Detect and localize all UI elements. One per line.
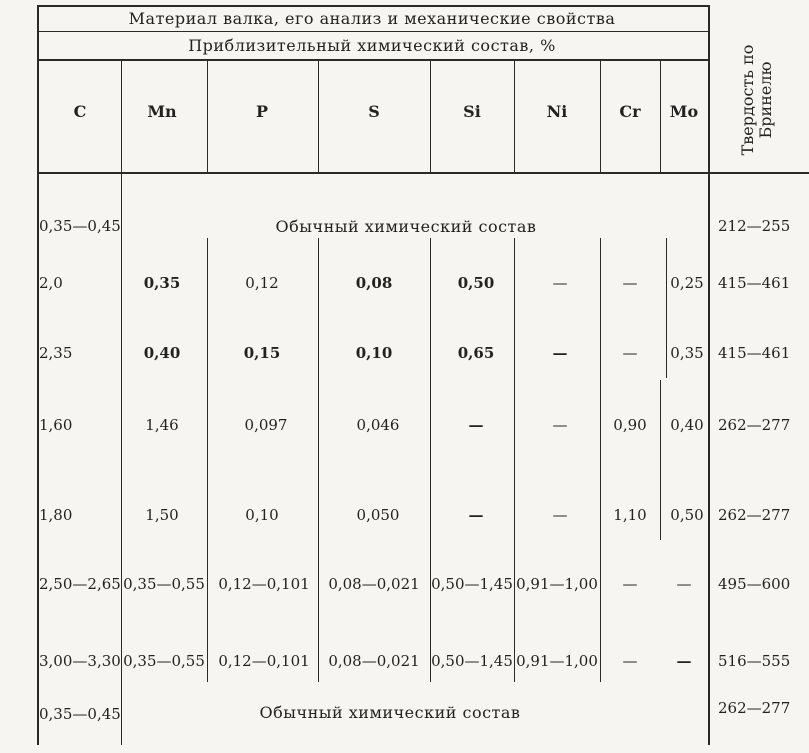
cell-c: 0,35—0,45	[39, 217, 121, 235]
col-divider-mn	[207, 61, 208, 172]
cell-s: 0,08—0,021	[328, 575, 420, 593]
hardness-header	[739, 45, 775, 156]
cell-p: 0,12—0,101	[218, 652, 310, 670]
body-divider-cr	[660, 380, 661, 540]
cell-s: 0,08—0,021	[328, 652, 420, 670]
cell-cr: —	[622, 575, 638, 593]
subtitle-rule	[37, 59, 709, 61]
top-rule	[37, 5, 709, 7]
col-divider-cr	[660, 61, 661, 172]
cell-hardness: 262—277	[718, 416, 791, 434]
cell-c: 3,00—3,30	[39, 652, 121, 670]
body-divider-mo-left	[666, 238, 667, 378]
cell-c: 2,0	[39, 274, 63, 292]
cell-ni: 0,91—1,00	[516, 652, 598, 670]
cell-s: 0,08	[355, 274, 393, 292]
cell-hardness: 495—600	[718, 575, 791, 593]
cell-s: 0,046	[356, 416, 400, 434]
body-divider-s	[430, 238, 431, 682]
left-border	[37, 5, 39, 745]
cell-mo: 0,35	[670, 344, 704, 362]
merged-cell: Обычный химический состав	[259, 703, 521, 722]
cell-cr: —	[622, 344, 638, 362]
cell-c: 1,80	[39, 506, 73, 524]
cell-si: 0,50	[457, 274, 495, 292]
cell-mo: 0,40	[670, 416, 704, 434]
cell-s: 0,050	[356, 506, 400, 524]
cell-cr: —	[622, 274, 638, 292]
cell-s: 0,10	[355, 344, 393, 362]
hardness-header-line2: Бринелю	[756, 61, 775, 139]
col-divider-s	[430, 61, 431, 172]
hardness-header-line1: Твердость по	[738, 44, 757, 156]
cell-si: 0,50—1,45	[431, 575, 513, 593]
cell-c: 0,35—0,45	[39, 705, 121, 723]
col-header-cr: Cr	[619, 102, 641, 121]
col-header-si: Si	[463, 102, 481, 121]
cell-p: 0,10	[245, 506, 279, 524]
col-header-mo: Mo	[669, 102, 699, 121]
cell-mo: 0,25	[670, 274, 704, 292]
body-divider-p	[318, 238, 319, 682]
col-divider-si	[514, 61, 515, 172]
title-rule	[37, 31, 709, 32]
body-divider-c	[121, 174, 122, 745]
body-divider-si	[514, 238, 515, 682]
cell-cr: —	[622, 652, 638, 670]
cell-mo: —	[676, 575, 692, 593]
table-title: Материал валка, его анализ и механические свойства	[128, 9, 616, 28]
cell-mn: 0,35—0,55	[123, 575, 205, 593]
col-header-mn: Mn	[147, 102, 177, 121]
cell-si: 0,65	[457, 344, 495, 362]
col-header-ni: Ni	[546, 102, 568, 121]
hardness-border	[708, 5, 710, 745]
cell-hardness: 262—277	[718, 506, 791, 524]
cell-hardness: 415—461	[718, 274, 791, 292]
cell-c: 2,50—2,65	[39, 575, 121, 593]
cell-cr: 0,90	[613, 416, 647, 434]
cell-mo: 0,50	[670, 506, 704, 524]
cell-si: —	[468, 416, 484, 434]
col-divider-ni	[600, 61, 601, 172]
cell-ni: —	[552, 344, 568, 362]
cell-hardness: 516—555	[718, 652, 791, 670]
cell-si: —	[468, 506, 484, 524]
cell-c: 1,60	[39, 416, 73, 434]
cell-ni: —	[552, 416, 568, 434]
cell-mn: 0,35	[143, 274, 181, 292]
cell-ni: —	[552, 274, 568, 292]
cell-p: 0,12—0,101	[218, 575, 310, 593]
cell-si: 0,50—1,45	[431, 652, 513, 670]
cell-hardness: 262—277	[718, 699, 791, 717]
col-header-s: S	[368, 102, 380, 121]
body-divider-ni	[600, 238, 601, 682]
cell-p: 0,097	[244, 416, 288, 434]
col-divider-c	[121, 61, 122, 172]
cell-mn: 1,50	[145, 506, 179, 524]
cell-p: 0,12	[245, 274, 279, 292]
cell-hardness: 212—255	[718, 217, 791, 235]
cell-mn: 0,40	[143, 344, 181, 362]
body-divider-mn	[207, 238, 208, 682]
cell-mn: 1,46	[145, 416, 179, 434]
cell-cr: 1,10	[613, 506, 647, 524]
cell-ni: —	[552, 506, 568, 524]
table-subtitle: Приблизительный химический состав, %	[188, 36, 556, 55]
header-bottom-rule	[37, 172, 809, 174]
cell-p: 0,15	[243, 344, 281, 362]
cell-mo: —	[676, 652, 692, 670]
cell-mn: 0,35—0,55	[123, 652, 205, 670]
col-divider-p	[318, 61, 319, 172]
col-header-c: C	[73, 102, 87, 121]
col-header-p: P	[255, 102, 269, 121]
cell-c: 2,35	[39, 344, 73, 362]
merged-cell: Обычный химический состав	[275, 217, 537, 236]
cell-hardness: 415—461	[718, 344, 791, 362]
cell-ni: 0,91—1,00	[516, 575, 598, 593]
